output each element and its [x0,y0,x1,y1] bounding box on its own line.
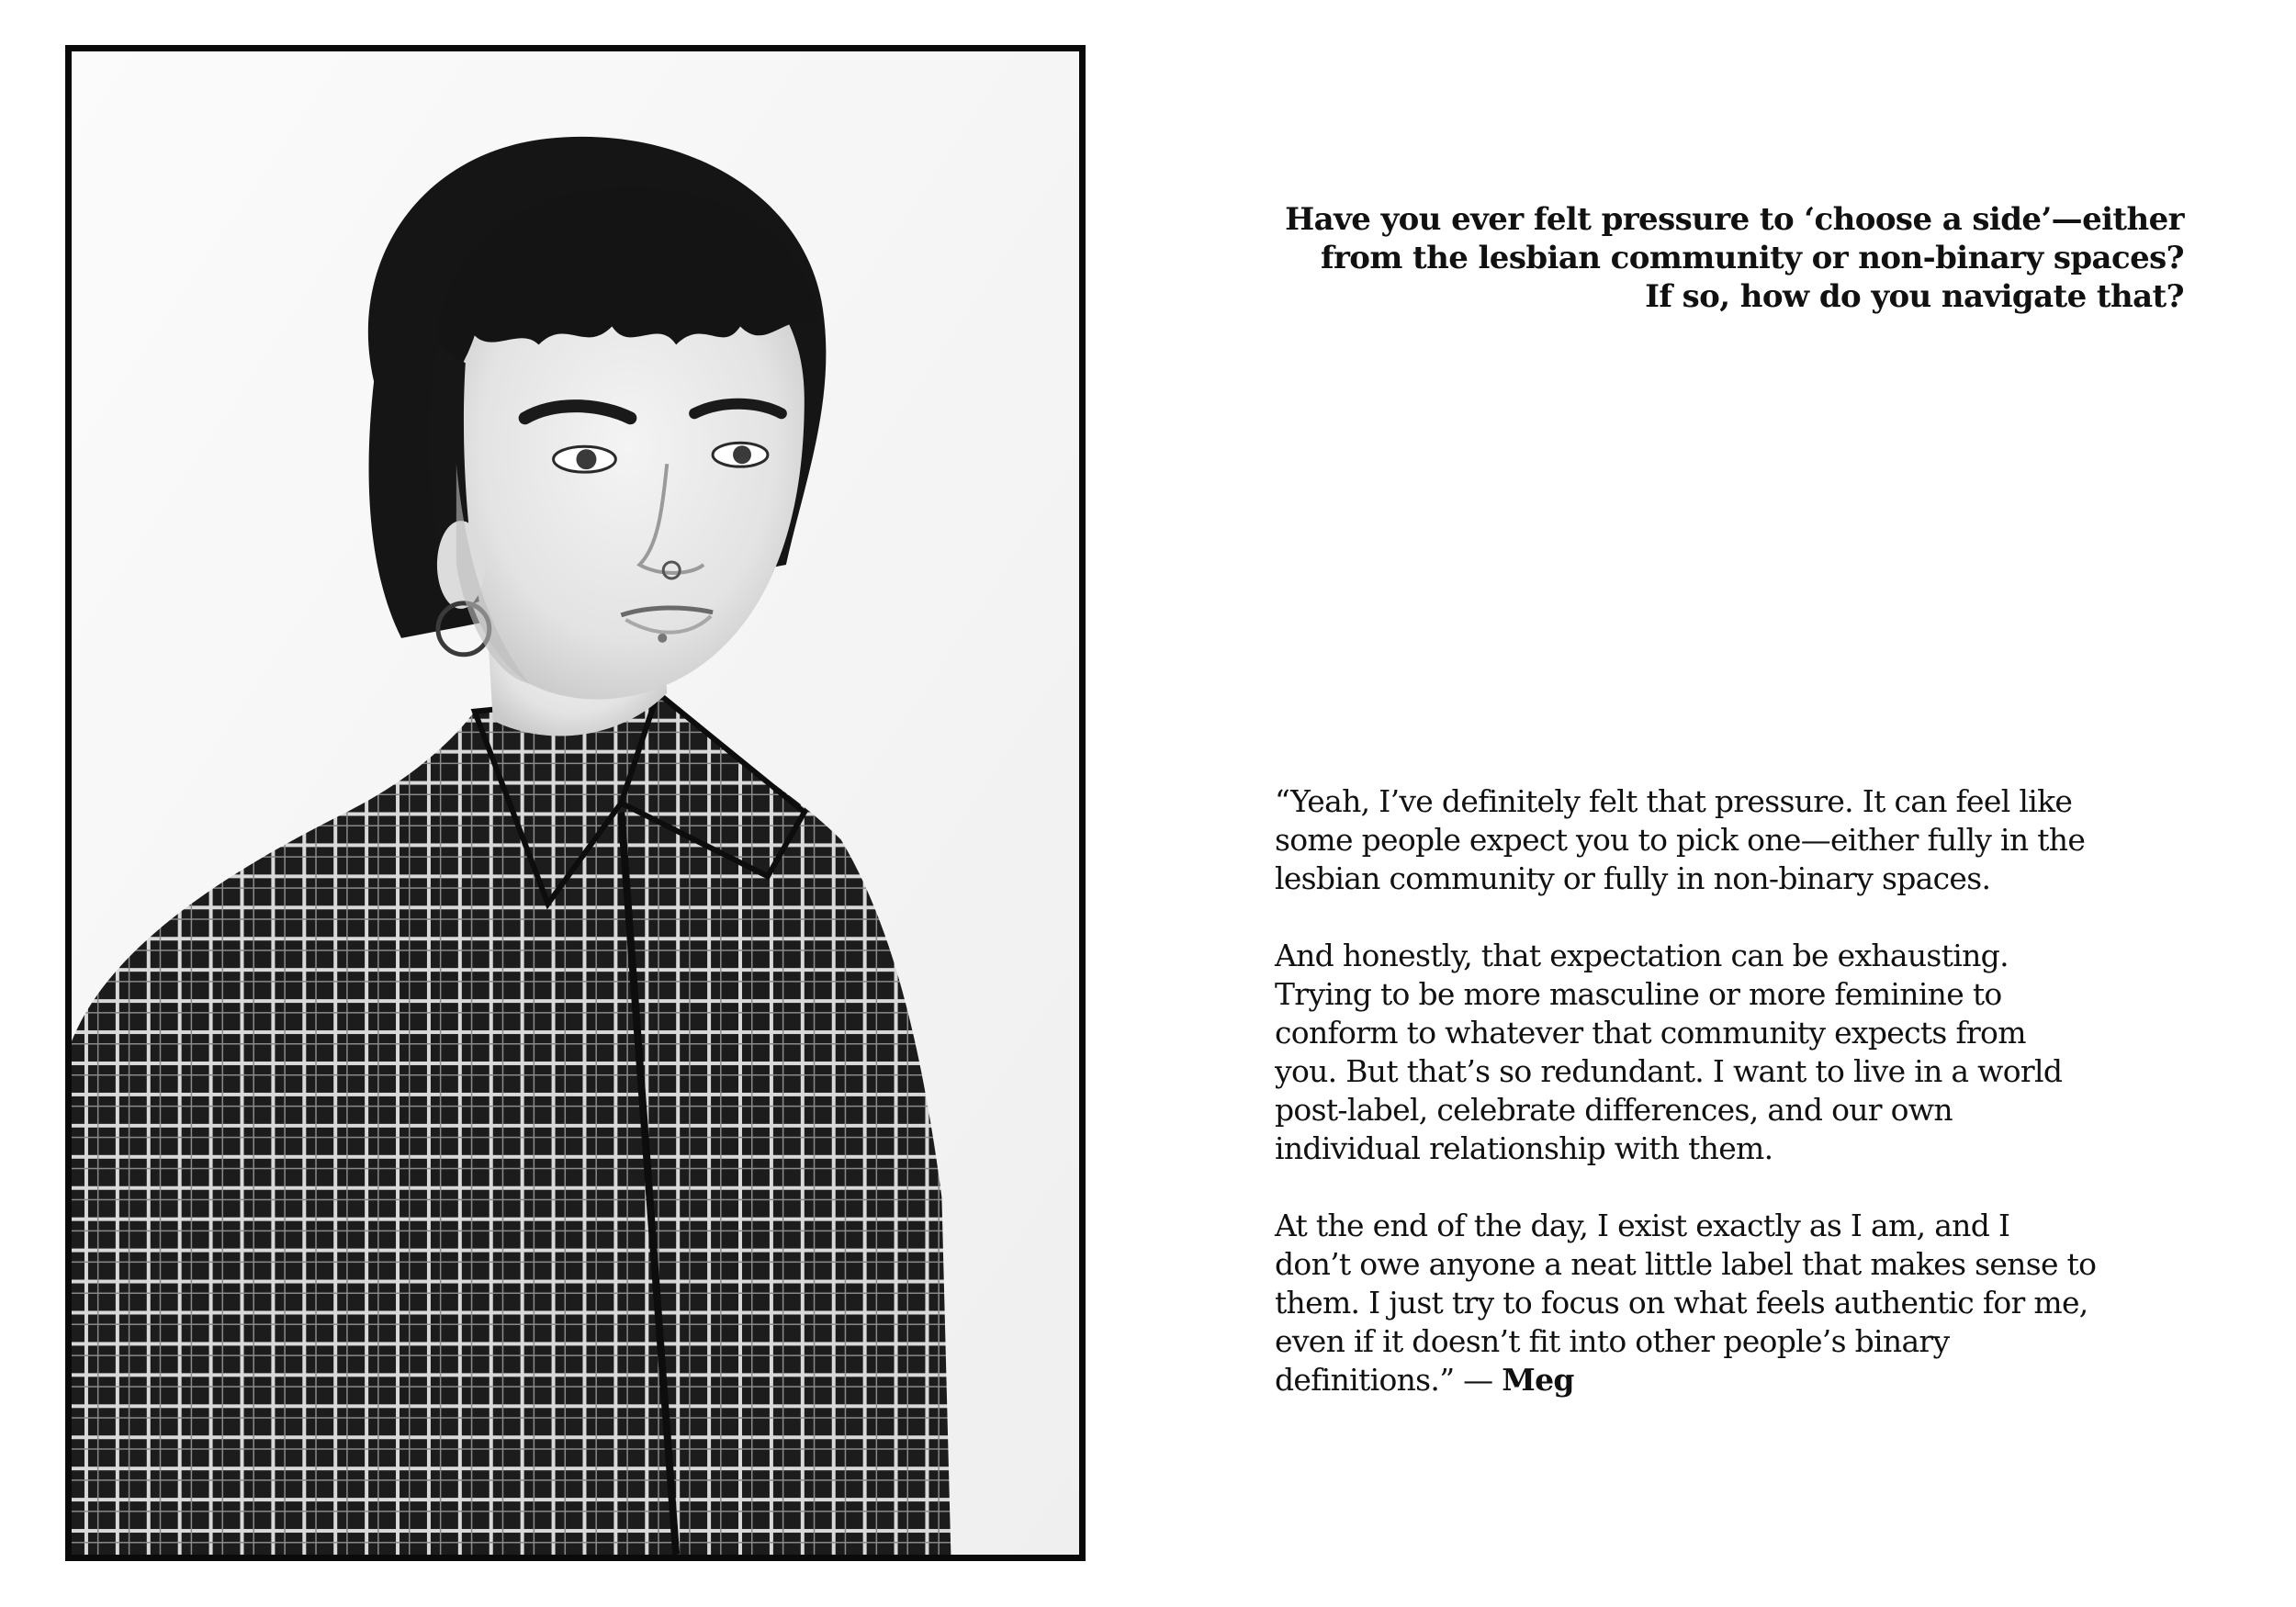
portrait-photo [65,45,1086,1561]
author-name: Meg [1502,1362,1574,1398]
question-line: from the lesbian community or non-binary spaces? [1320,240,2184,276]
answer-line: individual relationship with them. [1275,1130,1773,1166]
answer-line: even if it doesn’t fit into other people’s binary [1275,1323,1950,1359]
answer-line: Trying to be more masculine or more feminine to [1275,976,2002,1012]
question-line: Have you ever felt pressure to ‘choose a side’—either [1285,201,2184,238]
answer-paragraph [1275,1207,2212,1399]
answer-line: some people expect you to pick one—either fully in the [1275,822,2086,858]
portrait-illustration [72,51,1079,1555]
answer-line: conform to whatever that community expects from [1275,1015,2026,1051]
answer-line: And honestly, that expectation can be exhausting. [1275,938,2009,973]
answer-closing-text: definitions.” — [1275,1362,1503,1398]
answer-line: you. But that’s so redundant. I want to live in a world [1275,1053,2063,1089]
answer-line: them. I just try to focus on what feels authentic for me, [1275,1285,2088,1320]
answer-line: “Yeah, I’ve definitely felt that pressure. It can feel like [1275,783,2073,819]
answer-paragraph [1275,782,2212,898]
answer-line: don’t owe anyone a neat little label that makes sense to [1275,1246,2097,1282]
answer-paragraph [1275,937,2212,1168]
answer-line: At the end of the day, I exist exactly as I am, and I [1275,1208,2010,1243]
answer-line: lesbian community or fully in non-binary spaces. [1275,860,1991,896]
interview-question [1174,200,2184,316]
answer-closing-line [1275,1361,2212,1399]
answer-line: post-label, celebrate differences, and our own [1275,1092,1953,1128]
question-line: If so, how do you navigate that? [1645,278,2184,315]
interview-answer [1275,782,2212,1399]
